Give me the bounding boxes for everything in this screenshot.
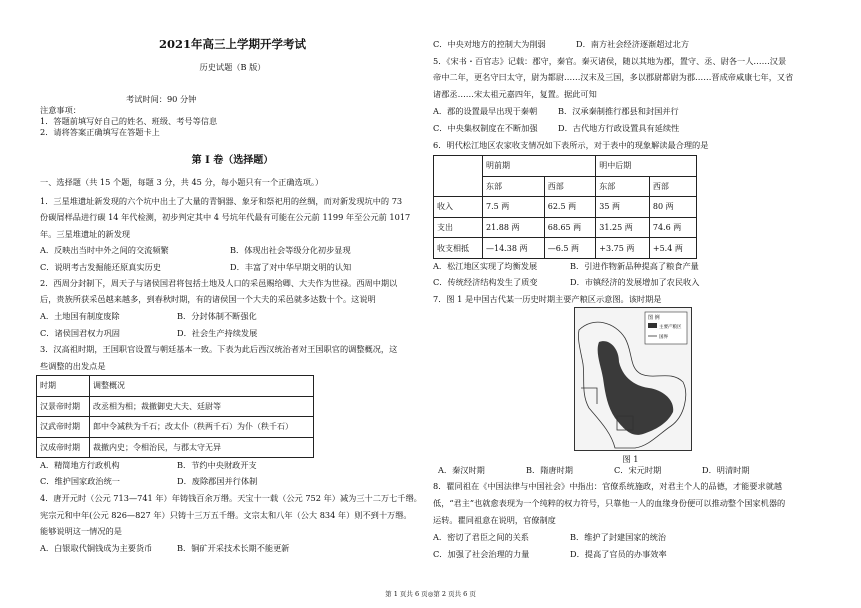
table-cell: —14.38 两 <box>483 238 545 259</box>
q3-option-d: D．废除郡国并行体制 <box>177 476 258 486</box>
table-header: 东部 <box>483 176 545 197</box>
q2-option-a: A．土地国有制度废除 <box>40 311 120 321</box>
table-header: 东部 <box>596 176 650 197</box>
q8-line3: 运转。瞿同祖意在说明，官僚制度 <box>433 515 556 525</box>
table-cell: 31.25 两 <box>596 217 650 238</box>
section-intro: 一、选择题（共 15 个题，每题 3 分，共 45 分，每小题只有一个正确选项。） <box>40 177 324 187</box>
table-header: 调整概况 <box>90 376 314 397</box>
table-cell: 7.5 两 <box>483 197 545 218</box>
q3-option-c: C．维护国家政治统一 <box>40 476 120 486</box>
map-graphic <box>575 308 691 450</box>
q2-option-d: D．社会生产持续发展 <box>177 328 258 338</box>
q7-option-d: D．明清时期 <box>702 465 750 475</box>
table-cell: 74.6 两 <box>649 217 696 238</box>
q2-line1: 2．西周分封制下，周天子与诸侯国君将包括土地及人口的采邑赐给卿、大夫作为世禄。西周中期以 <box>40 278 398 288</box>
table-cell: 35 两 <box>596 197 650 218</box>
table-cell: 汉武帝时期 <box>37 417 90 438</box>
q1-line2: 份碳屑样品进行碳 14 年代检测，初步判定其中 4 号坑年代最有可能在公元前 1199 年至公元前 1017 <box>40 212 411 222</box>
q8-option-b: B．维护了封建国家的统治 <box>570 532 667 542</box>
table-cell: 裁撤内史；令相治民，与郡太守无异 <box>90 437 314 458</box>
table-cell: +5.4 两 <box>649 238 696 259</box>
q1-option-d: D．丰富了对中华早期文明的认知 <box>230 262 352 272</box>
q1-option-c: C．说明考古发掘能还原真实历史 <box>40 262 161 272</box>
figure-caption: 图 1 <box>622 454 639 464</box>
q3-option-b: B．节约中央财政开支 <box>177 460 257 470</box>
legend-border: 国界 <box>659 335 668 340</box>
q4-option-d: D．南方社会经济逐渐超过北方 <box>576 39 690 49</box>
table-cell: 汉成帝时期 <box>37 437 90 458</box>
q1-option-a: A．反映出当时中外之间的交流频繁 <box>40 245 169 255</box>
legend-grain: 主要产粮区 <box>659 325 682 330</box>
table-cell: 汉景帝时期 <box>37 396 90 417</box>
table-header: 西部 <box>544 176 596 197</box>
table-row <box>434 238 697 259</box>
q8-option-c: C．加强了社会治理的力量 <box>433 549 530 559</box>
exam-subtitle: 历史试题（B 版） <box>199 62 266 72</box>
q5-line1: 5．《宋书・百官志》记载：郡守，秦官。秦灭诸侯，随以其地为郡，置守、丞、尉各一人……汉景 <box>433 56 787 66</box>
table-cell: +3.75 两 <box>596 238 650 259</box>
q7-line1: 7．图 1 是中国古代某一历史时期主要产粮区示意图。该时期是 <box>433 294 662 304</box>
page-footer: 第 1 页共 6 页◎第 2 页共 6 页 <box>385 590 476 598</box>
table-row <box>434 217 697 238</box>
q4-option-b: B．铜矿开采技术长期不能更新 <box>177 543 290 553</box>
q4-option-c: C．中央对地方的控制大为削弱 <box>433 39 546 49</box>
q5-line3: 诸郡丞……宋太祖元嘉四年，复置。据此可知 <box>433 89 597 99</box>
q6-table <box>433 155 697 259</box>
table-cell: 21.88 两 <box>483 217 545 238</box>
q7-option-b: B．隋唐时期 <box>526 465 573 475</box>
table-cell: 收支相抵 <box>434 238 483 259</box>
q6-line1: 6．明代松江地区农家收支情况如下表所示，对于表中的现象解读最合理的是 <box>433 140 709 150</box>
table-header: 明中后期 <box>596 156 697 177</box>
q3-line1: 3．汉高祖时期，王国职官设置与朝廷基本一致。下表为此后西汉统治者对王国职官的调整概况，这 <box>40 344 398 354</box>
q8-option-d: D．提高了官员的办事效率 <box>570 549 667 559</box>
legend-title: 图 例 <box>648 315 660 321</box>
q6-option-c: C．传统经济结构发生了质变 <box>433 277 538 287</box>
table-cell: 改丞相为相；裁撤御史大夫、廷尉等 <box>90 396 314 417</box>
table-row <box>37 396 314 417</box>
q5-option-c: C．中央集权制度在不断加强 <box>433 123 538 133</box>
grain-region-map <box>574 307 692 451</box>
q3-line2: 些调整的出发点是 <box>40 361 106 371</box>
q5-option-b: B．汉承秦制推行郡县和封国并行 <box>558 106 679 116</box>
table-cell: 62.5 两 <box>544 197 596 218</box>
note-2: 2．请将答案正确填写在答题卡上 <box>40 127 160 137</box>
notes-heading: 注意事项： <box>40 105 81 115</box>
table-row <box>37 437 314 458</box>
q2-line2: 后，贵族所获采邑越来越多，到春秋时期，有的诸侯国一个大夫的采邑就多达数十个。这说明 <box>40 294 376 304</box>
table-row <box>434 197 697 218</box>
exam-time: 考试时间：90 分钟 <box>126 94 197 104</box>
q5-option-d: D．古代地方行政设置具有延续性 <box>558 123 680 133</box>
q5-line2: 帝中二年，更名守曰太守，尉为都尉……汉末及三国，多以郡尉都尉为郡……晋成帝咸康七年，又省 <box>433 72 794 82</box>
table-cell: 80 两 <box>649 197 696 218</box>
table-cell: 郎中令减秩为千石；改太仆（秩两千石）为仆（秩千石） <box>90 417 314 438</box>
exam-title: 2021年高三上学期开学考试 <box>158 37 306 51</box>
table-cell: —6.5 两 <box>544 238 596 259</box>
table-header: 明前期 <box>483 156 596 177</box>
q6-option-a: A．松江地区实现了均衡发展 <box>433 261 538 271</box>
q4-line1: 4．唐开元时（公元 713—741 年）年铸钱百余万缗。天宝十一载（公元 752 年）减为三十二万七千缗。 <box>40 493 422 503</box>
q4-line2: 宪宗元和中年(公元 826—827 年）只铸十三万五千缗。文宗太和八年（公大 834 年）则不到十万缗。 <box>40 510 412 520</box>
table-row <box>37 417 314 438</box>
q4-option-a: A．白银取代铜钱成为主要货币 <box>40 543 153 553</box>
q8-option-a: A．密切了君臣之间的关系 <box>433 532 529 542</box>
q1-option-b: B．体现出社会等级分化初步显现 <box>230 245 351 255</box>
table-cell: 收入 <box>434 197 483 218</box>
q7-option-a: A．秦汉时期 <box>438 465 485 475</box>
q6-option-d: D．市镇经济的发展增加了农民收入 <box>570 277 700 287</box>
q1-line1: 1．三星堆遗址新发现的六个坑中出土了大量的青铜器、象牙和祭祀用的丝绸，而对新发现坑中的 73 <box>40 196 403 206</box>
q4-line3: 能够说明这一情况的是 <box>40 526 122 536</box>
q8-line2: 低，“君主”也就愈表现为一个纯粹的权力符号，只靠他一人的血缘身份便可以推动整个国家机器的 <box>433 498 786 508</box>
table-cell: 68.65 两 <box>544 217 596 238</box>
q3-table <box>36 375 314 458</box>
table-cell: 支出 <box>434 217 483 238</box>
q5-option-a: A．郡的设置最早出现于秦朝 <box>433 106 538 116</box>
q2-option-b: B．分封体制不断强化 <box>177 311 257 321</box>
q7-option-c: C．宋元时期 <box>614 465 662 475</box>
table-header: 西部 <box>649 176 696 197</box>
q6-option-b: B．引进作物新品种提高了粮食产量 <box>570 261 699 271</box>
table-header: 时期 <box>37 376 90 397</box>
section-title: 第 I 卷（选择题） <box>191 155 274 166</box>
q3-option-a: A．精简地方行政机构 <box>40 460 120 470</box>
q1-line3: 年。三星堆遗址的新发现 <box>40 229 131 239</box>
q2-option-c: C．诸侯国君权力巩固 <box>40 328 120 338</box>
note-1: 1．答题前填写好自己的姓名、班级、考号等信息 <box>40 116 218 126</box>
q8-line1: 8．瞿同祖在《中国法律与中国社会》中指出：官僚系统施政，对君主个人的品德，才能要求就越 <box>433 481 783 491</box>
